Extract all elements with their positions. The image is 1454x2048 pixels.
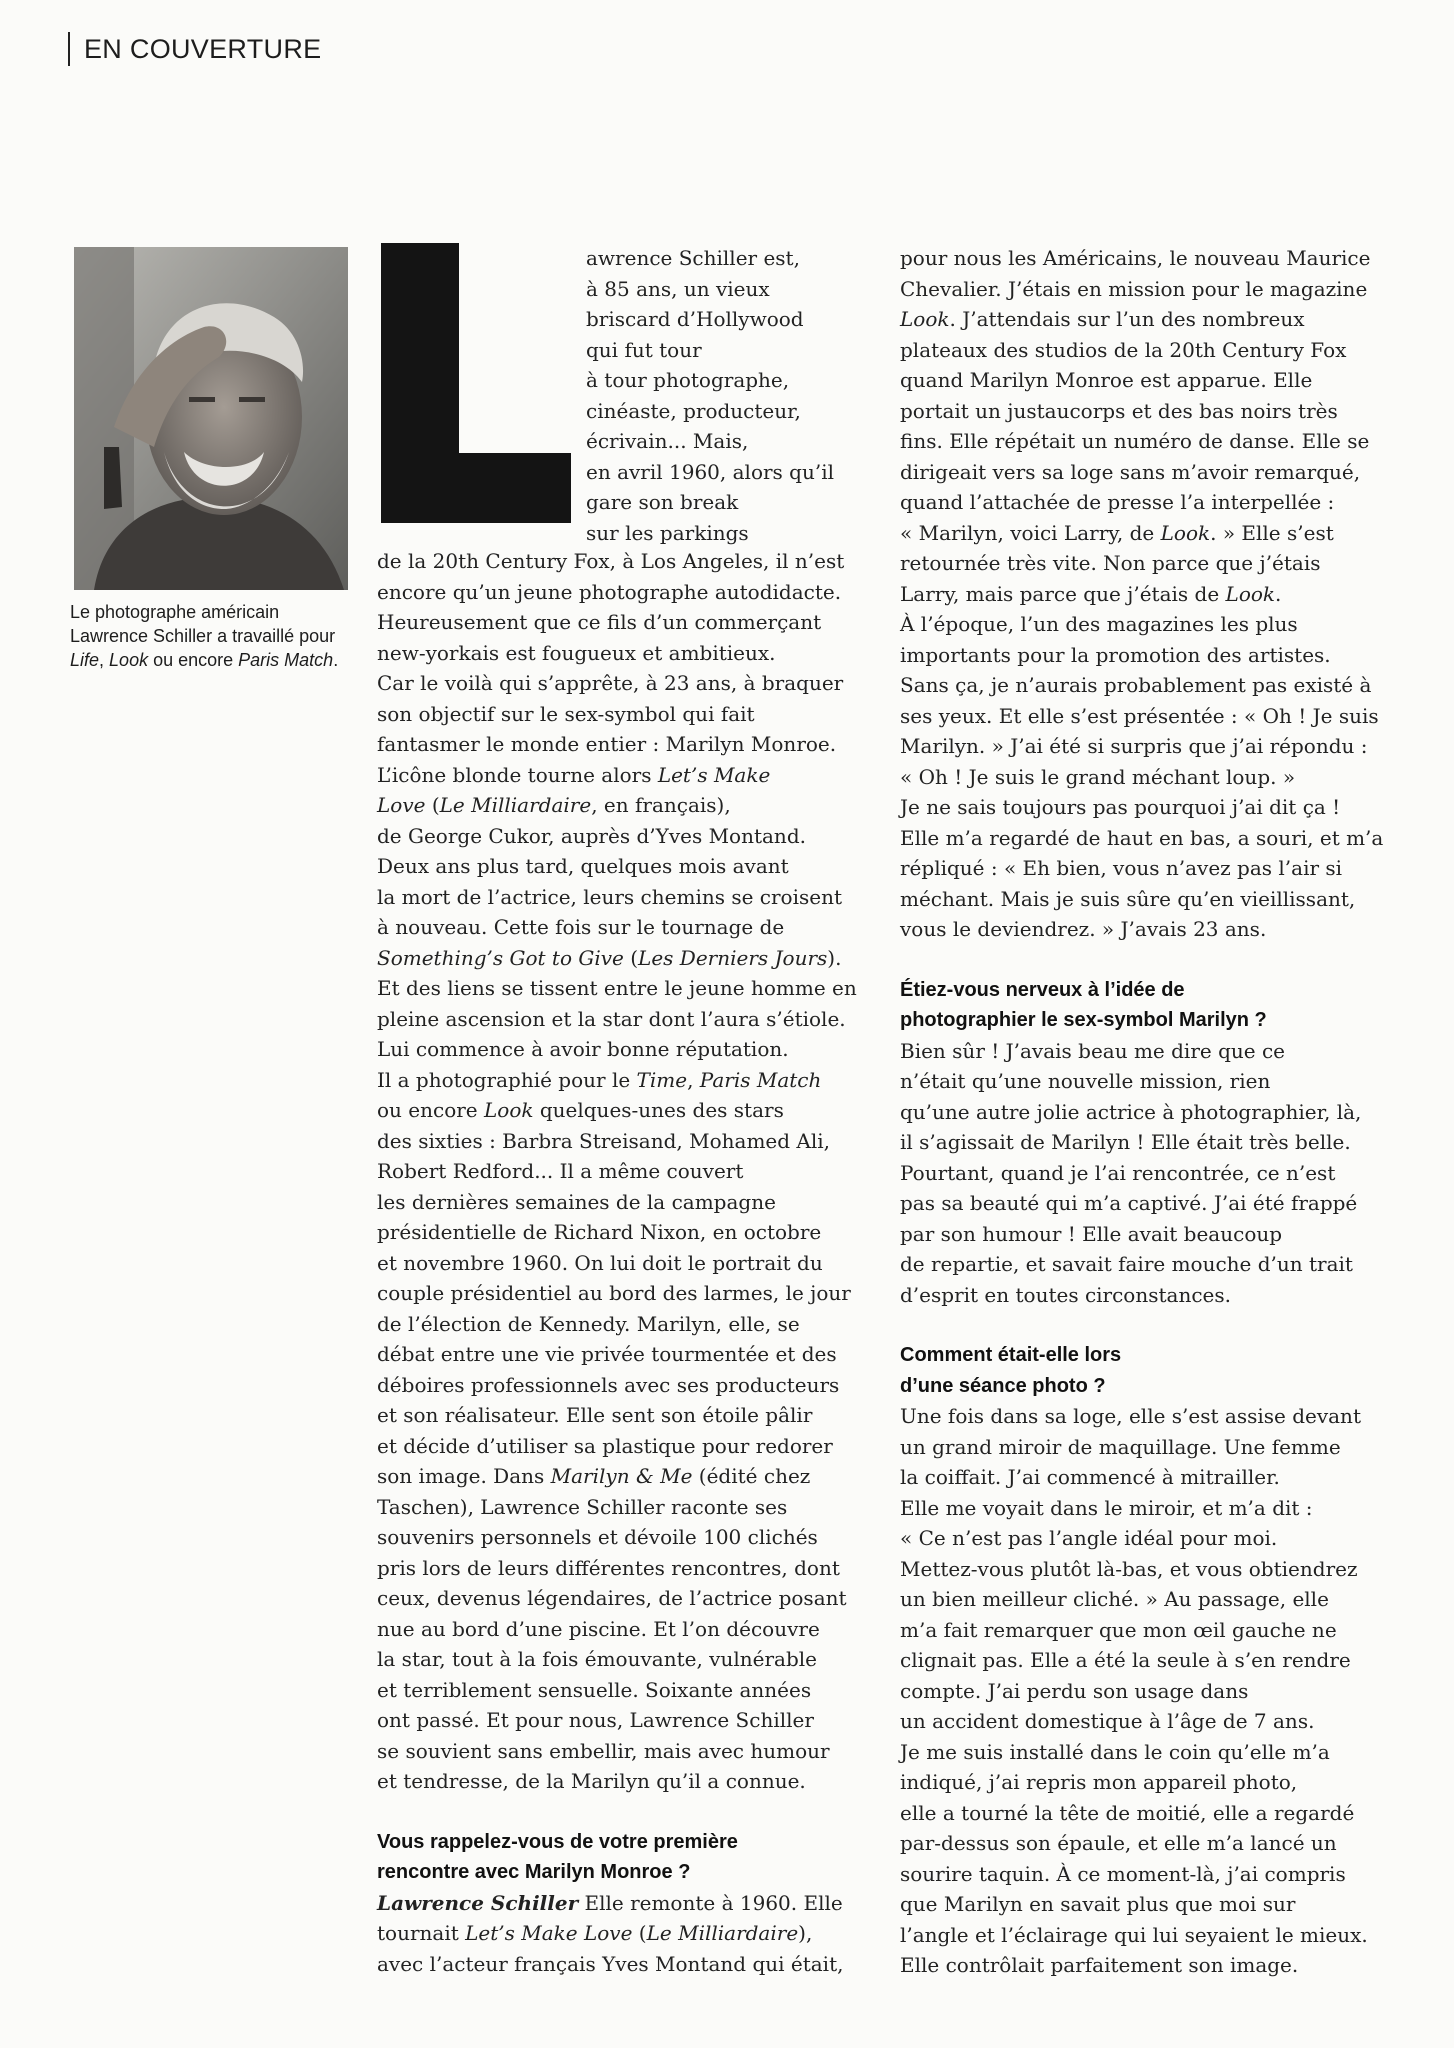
text-line: méchant. Mais je suis sûre qu’en vieillissant, [900,886,1356,911]
text-run: « Marilyn, voici Larry, de [900,520,1161,545]
text-line: Elle contrôlait parfaitement son image. [900,1953,1299,1977]
text-line: ont passé. Et pour nous, Lawrence Schiller [377,1708,814,1732]
text-line: à tour photographe, [586,368,790,392]
film-title: Le Milliardaire [439,793,592,817]
text-run: . » Elle s’est [1210,520,1334,545]
text-line [377,943,857,974]
text-run: ( [623,945,639,970]
interview-question: Étiez-vous nerveux à l’idée de [900,978,1185,1001]
text-line: de George Cukor, auprès d’Yves Montand. [377,823,806,848]
text-line: son objectif sur le sex-symbol qui fait [377,701,755,726]
magazine-title: Look [900,307,950,331]
text-line: un accident domestique à l’âge de 7 ans. [900,1709,1315,1733]
text-line: elle a tourné la tête de moitié, elle a regardé [900,1800,1355,1825]
text-line: qui fut tour [586,337,702,362]
interview-question: rencontre avec Marilyn Monroe ? [377,1861,691,1883]
text-line: d’esprit en toutes circonstances. [900,1282,1231,1307]
text-line: clignait pas. Elle a été la seule à s’en rendre [900,1648,1351,1672]
magazine-title: Look [484,1098,534,1122]
text-line: À l’époque, l’un des magazines les plus [900,612,1298,636]
magazine-title: Time [636,1067,688,1092]
interview-question: Comment était-elle lors [900,1344,1122,1366]
interview-question: d’une séance photo ? [900,1374,1106,1397]
text-line: la star, tout à la fois émouvante, vulnérable [377,1647,817,1671]
magazine-title: Look [1225,581,1276,606]
text-line [377,1095,857,1126]
text-line: encore qu’un jeune photographe autodidacte. [377,579,842,604]
text-line: awrence Schiller est, [586,246,800,270]
text-line: Marilyn. » J’ai été si surpris que j’ai répondu : [900,734,1368,758]
photo-caption [70,600,360,672]
caption-italic: Life [70,650,100,670]
text-line: Elle me voyait dans le miroir, et m’a dit : [900,1495,1313,1520]
header-rule [68,32,70,66]
text-line: Sans ça, je n’aurais probablement pas existé à [900,673,1372,697]
text-line: et décide d’utiliser sa plastique pour redorer [377,1433,833,1458]
caption-italic: Paris Match [238,650,334,670]
text-run: son image. Dans [377,1464,551,1488]
text-run: , [687,1067,700,1092]
caption-text: ou encore [148,650,239,670]
text-run: , en français), [591,793,731,817]
film-title: Le Milliardaire [646,1921,799,1945]
text-line: retournée très vite. Non parce que j’étais [900,551,1321,575]
section-header [68,30,321,68]
text-line: Lui commence à avoir bonne réputation. [377,1037,789,1061]
text-line: écrivain... Mais, [586,429,749,453]
text-line: présidentielle de Richard Nixon, en octobre [377,1220,822,1244]
text-run: ), [798,1921,813,1945]
text-line: Robert Redford... Il a même couvert [377,1159,744,1183]
intro-column [377,546,857,1979]
text-line: se souvient sans embellir, mais avec humour [377,1738,830,1763]
text-line: déboires professionnels avec ses producteurs [377,1372,840,1397]
text-line: à 85 ans, un vieux [586,276,770,301]
text-line: ceux, devenus légendaires, de l’actrice posant [377,1586,847,1610]
text-line: un bien meilleur cliché. » Au passage, elle [900,1587,1329,1611]
text-line: l’angle et l’éclairage qui lui seyaient le mieux. [900,1922,1368,1947]
text-line: indiqué, j’ai repris mon appareil photo, [900,1770,1298,1794]
text-line: de la 20th Century Fox, à Los Angeles, il n’est [377,549,845,573]
text-line [377,760,857,791]
text-line: souvenirs personnels et dévoile 100 clichés [377,1525,818,1549]
text-line [377,1065,857,1096]
text-line: Je me suis installé dans le coin qu’elle m’a [900,1739,1330,1764]
magazine-title: Look [1160,520,1211,545]
text-line: Chevalier. J’étais en mission pour le magazine [900,276,1368,301]
text-line: par son humour ! Elle avait beaucoup [900,1221,1283,1246]
text-line: ses yeux. Et elle s’est présentée : « Oh ! Je suis [900,703,1379,728]
text-line: couple présidentiel au bord des larmes, le jour [377,1281,851,1305]
portrait-photo-icon [74,247,348,590]
text-line: pour nous les Américains, le nouveau Maurice [900,246,1371,270]
text-line: la mort de l’actrice, leurs chemins se croisent [377,884,843,909]
text-line: répliqué : « Eh bien, vous n’avez pas l’air si [900,856,1343,880]
text-run: ( [632,1921,647,1945]
text-line: débat entre une vie privée tourmentée et des [377,1342,837,1366]
text-line: Je ne sais toujours pas pourquoi j’ai dit ça ! [900,795,1341,819]
text-run: ou encore [377,1098,484,1122]
text-run: ). [827,945,842,970]
text-line: fantasmer le monde entier : Marilyn Monroe. [377,732,837,756]
text-run: ( [425,793,440,817]
text-line: compte. J’ai perdu son usage dans [900,1678,1249,1703]
text-line: et tendresse, de la Marilyn qu’il a connue. [377,1769,806,1793]
interview-column [900,243,1383,1981]
intro-column-top [586,243,834,548]
text-line: cinéaste, producteur, [586,398,801,423]
magazine-title: Paris Match [699,1067,822,1092]
text-line [900,518,1383,549]
drop-cap-text [381,243,382,244]
text-line [377,790,857,821]
text-line: qu’une autre jolie actrice à photographier, là, [900,1099,1362,1124]
text-run: Elle remonte à 1960. Elle [578,1890,843,1915]
text-run: . J’attendais sur l’un des nombreux [949,307,1305,331]
text-line: Une fois dans sa loge, elle s’est assise devant [900,1404,1361,1428]
text-line [900,579,1383,610]
rubric-label: EN COUVERTURE [84,33,322,64]
text-line: Bien sûr ! J’avais beau me dire que ce [900,1038,1285,1063]
film-title: Something’s Got to Give [377,945,624,970]
text-line: briscard d’Hollywood [586,307,804,331]
text-line: il s’agissait de Marilyn ! Elle était très belle. [900,1130,1351,1154]
caption-italic: Look [109,650,149,670]
text-line: avec l’acteur français Yves Montand qui était, [377,1951,844,1976]
text-line: Deux ans plus tard, quelques mois avant [377,854,789,878]
book-title: Marilyn & Me [550,1464,693,1488]
film-title: Let’s Make Love [465,1921,633,1945]
text-line: vous le deviendrez. » J’avais 23 ans. [900,917,1267,941]
drop-cap-shape [381,243,571,523]
text-line: importants pour la promotion des artistes. [900,642,1331,667]
text-line: pas sa beauté qui m’a captivé. J’ai été frappé [900,1191,1358,1215]
text-run: L’icône blonde tourne alors [377,762,658,787]
caption-line: Le photographe américain [70,602,280,622]
text-line: des sixties : Barbra Streisand, Mohamed Ali, [377,1128,831,1153]
text-line [900,304,1383,335]
interview-question: photographier le sex-symbol Marilyn ? [900,1009,1267,1031]
text-line: « Oh ! Je suis le grand méchant loup. » [900,764,1296,789]
text-line: Elle m’a regardé de haut en bas, a souri, et m’a [900,825,1384,850]
caption-line [70,648,360,672]
text-line: Taschen), Lawrence Schiller raconte ses [377,1494,788,1519]
text-line: et terriblement sensuelle. Soixante années [377,1677,812,1702]
text-line: « Ce n’est pas l’angle idéal pour moi. [900,1526,1278,1550]
text-line: m’a fait remarquer que mon œil gauche ne [900,1617,1337,1642]
text-line: nue au bord d’une piscine. Et l’on découvre [377,1616,820,1641]
text-line: Car le voilà qui s’apprête, à 23 ans, à braquer [377,671,844,695]
text-line: quand l’attachée de presse l’a interpellée : [900,490,1335,514]
text-line [377,1918,857,1949]
film-title: Les Derniers Jours [638,945,828,970]
text-line: pleine ascension et la star dont l’aura s’étiole. [377,1006,846,1031]
text-line: Pourtant, quand je l’ai rencontrée, ce n’est [900,1160,1336,1185]
text-line: la coiffait. J’ai commencé à mitrailler. [900,1465,1280,1489]
text-run: . [1275,581,1282,606]
film-title: Love [377,793,426,817]
caption-text: . [333,650,339,670]
text-line [377,1888,857,1919]
text-line: un grand miroir de maquillage. Une femme [900,1434,1341,1459]
text-line: plateaux des studios de la 20th Century Fox [900,337,1347,362]
text-line: par-dessus son épaule, et elle m’a lancé un [900,1831,1337,1855]
text-line: portait un justaucorps et des bas noirs très [900,398,1338,423]
text-line: sur les parkings [586,520,749,545]
text-line: à nouveau. Cette fois sur le tournage de [377,915,785,939]
text-line: et son réalisateur. Elle sent son étoile pâlir [377,1403,813,1427]
text-line: et novembre 1960. On lui doit le portrait du [377,1250,823,1275]
text-line: gare son break [586,490,739,514]
text-line: Mettez-vous plutôt là-bas, et vous obtiendrez [900,1556,1358,1581]
text-line: new-yorkais est fougueux et ambitieux. [377,640,776,665]
film-title: Let’s Make [657,762,771,787]
speaker-name: Lawrence Schiller [377,1890,579,1915]
text-line: en avril 1960, alors qu’il [586,459,834,484]
paragraph-gap [900,1310,1383,1340]
text-line: de l’élection de Kennedy. Marilyn, elle, se [377,1311,800,1336]
text-line: fins. Elle répétait un numéro de danse. Elle se [900,429,1370,453]
portrait-photo [74,247,348,590]
paragraph-gap [900,945,1383,975]
text-line [377,1461,857,1492]
interview-question: Vous rappelez-vous de votre première [377,1830,738,1853]
caption-line: Lawrence Schiller a travaillé pour [70,626,336,646]
text-line: les dernières semaines de la campagne [377,1189,776,1214]
text-line: pris lors de leurs différentes rencontres, dont [377,1555,840,1580]
text-run: (édité chez [692,1464,811,1488]
text-line: de repartie, et savait faire mouche d’un trait [900,1252,1353,1276]
text-line: quand Marilyn Monroe est apparue. Elle [900,368,1313,392]
text-line: sourire taquin. À ce moment-là, j’ai compris [900,1861,1346,1886]
text-run: tournait [377,1921,466,1945]
text-run: quelques-unes des stars [533,1098,784,1122]
text-run: Larry, mais parce que j’étais de [900,581,1226,606]
caption-text: , [99,650,110,670]
text-run: Il a photographié pour le [377,1067,637,1092]
text-line: Et des liens se tissent entre le jeune homme en [377,976,857,1000]
text-line: que Marilyn en savait plus que moi sur [900,1892,1296,1916]
text-line: n’était qu’une nouvelle mission, rien [900,1069,1271,1093]
text-line: Heureusement que ce fils d’un commerçant [377,610,822,634]
text-line: dirigeait vers sa loge sans m’avoir remarqué, [900,459,1361,484]
drop-cap-letter [381,243,571,523]
paragraph-gap [377,1797,857,1827]
